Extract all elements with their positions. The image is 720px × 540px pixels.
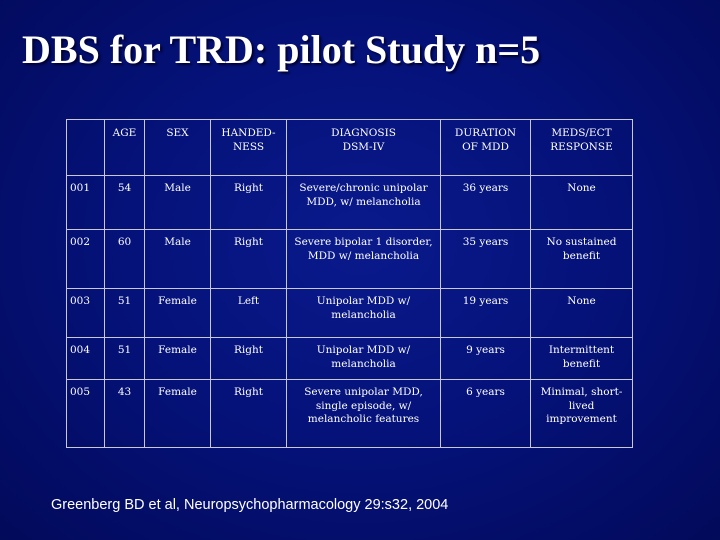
cell-response: Intermittent benefit xyxy=(531,338,633,380)
header-duration xyxy=(441,120,531,176)
header-diagnosis-line-2: DSM-IV xyxy=(342,140,385,153)
header-age xyxy=(105,120,145,176)
header-age-line-1: AGE xyxy=(112,127,137,139)
slide-title: DBS for TRD: pilot Study n=5 xyxy=(22,27,541,72)
cell-handedness: Right xyxy=(211,176,287,230)
cell-sex: Male xyxy=(145,176,211,230)
cell-id: 001 xyxy=(67,176,105,230)
patient-table-container xyxy=(66,119,632,448)
header-duration-line-1: DURATION xyxy=(454,127,517,139)
cell-duration: 6 years xyxy=(441,380,531,448)
cell-age: 51 xyxy=(105,338,145,380)
cell-sex: Female xyxy=(145,338,211,380)
cell-diagnosis: Unipolar MDD w/ melancholia xyxy=(287,338,441,380)
header-diagnosis xyxy=(287,120,441,176)
header-handedness-line-2: NESS xyxy=(232,140,265,153)
cell-id: 004 xyxy=(67,338,105,380)
header-id xyxy=(67,120,105,176)
cell-duration: 9 years xyxy=(441,338,531,380)
cell-sex: Male xyxy=(145,230,211,289)
table-row xyxy=(67,338,633,380)
cell-handedness: Left xyxy=(211,289,287,338)
cell-response: None xyxy=(531,176,633,230)
table-row xyxy=(67,380,633,448)
cell-duration: 36 years xyxy=(441,176,531,230)
cell-duration: 35 years xyxy=(441,230,531,289)
header-duration-line-2: OF MDD xyxy=(462,140,509,153)
header-response-line-2: RESPONSE xyxy=(550,140,613,153)
cell-age: 60 xyxy=(105,230,145,289)
citation: Greenberg BD et al, Neuropsychopharmacology 29:s32, 2004 xyxy=(51,497,449,513)
cell-duration: 19 years xyxy=(441,289,531,338)
cell-diagnosis: Severe bipolar 1 disorder, MDD w/ melancholia xyxy=(287,230,441,289)
cell-handedness: Right xyxy=(211,380,287,448)
cell-age: 51 xyxy=(105,289,145,338)
cell-handedness: Right xyxy=(211,338,287,380)
cell-age: 54 xyxy=(105,176,145,230)
table-row xyxy=(67,230,633,289)
cell-sex: Female xyxy=(145,380,211,448)
cell-id: 005 xyxy=(67,380,105,448)
cell-response: No sustained benefit xyxy=(531,230,633,289)
header-handedness xyxy=(211,120,287,176)
cell-id: 002 xyxy=(67,230,105,289)
cell-diagnosis: Unipolar MDD w/ melancholia xyxy=(287,289,441,338)
table-row xyxy=(67,176,633,230)
header-sex-line-1: SEX xyxy=(166,127,189,139)
cell-id: 003 xyxy=(67,289,105,338)
cell-age: 43 xyxy=(105,380,145,448)
header-sex xyxy=(145,120,211,176)
cell-handedness: Right xyxy=(211,230,287,289)
header-response xyxy=(531,120,633,176)
header-diagnosis-line-1: DIAGNOSIS xyxy=(331,127,396,139)
header-handedness-line-1: HANDED- xyxy=(221,127,276,139)
cell-sex: Female xyxy=(145,289,211,338)
table-header-row xyxy=(67,120,633,176)
cell-response: Minimal, short-lived improvement xyxy=(531,380,633,448)
cell-diagnosis: Severe unipolar MDD, single episode, w/ melancholic features xyxy=(287,380,441,448)
patient-table xyxy=(66,119,633,448)
cell-diagnosis: Severe/chronic unipolar MDD, w/ melancholia xyxy=(287,176,441,230)
header-response-line-1: MEDS/ECT xyxy=(551,127,612,139)
cell-response: None xyxy=(531,289,633,338)
table-row xyxy=(67,289,633,338)
